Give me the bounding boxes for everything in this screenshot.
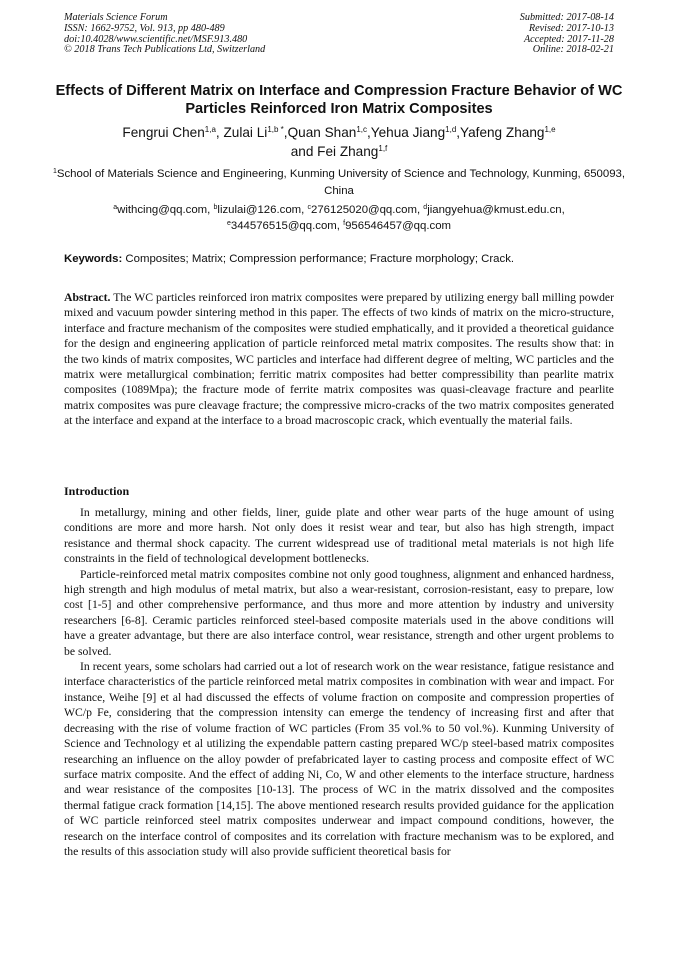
email-list: $^a$withcing@qq.com, $^b$lizulai@126.com, $^c$276125020@qq.com, $^d$jiangyehua@kmust.edu.cn, $^e$344576515@qq.com, $^f$956546457@qq.com	[113, 204, 565, 232]
submitted-date: Submitted: 2017-08-14	[519, 12, 614, 23]
email[interactable]: $^b$lizulai@126.com	[213, 204, 302, 216]
issn: ISSN: 1662-9752, Vol. 913, pp 480-489	[64, 22, 225, 34]
email[interactable]: $^f$956546457@qq.com	[343, 220, 452, 232]
author: Yehua Jiang$^{1,d}$,	[370, 125, 461, 140]
affiliation-text: School of Materials Science and Engineering, Kunming University of Science and Technology, Kunming, 650093, China	[56, 168, 626, 197]
keywords	[64, 252, 616, 267]
header-right	[520, 13, 614, 56]
online-date: Online: 2018-02-21	[532, 44, 614, 56]
email[interactable]: $^a$withcing@qq.com	[113, 204, 208, 216]
keywords-text: Composites; Matrix; Compression performance; Fracture morphology; Crack.	[122, 253, 515, 265]
keywords-label: Keywords:	[64, 253, 123, 265]
abstract-text: The WC particles reinforced iron matrix composites were prepared by utilizing energy ball milling powder mixed and vacuum powder sintering method in this paper. The effects of two kinds of matrix on the micro-structure, interface and fracture mechanism of the composites were studied emphatically, and it provided a theoretical guidance for the design and engineering application of particle reinforced metal matrix composites. The results show that: in the two kinds of matrix composites, WC particles and interface had different degree of melting, WC particles and the matrix were metallurgical combination; ferritic matrix composites had better compressibility than pearlite matrix composites (1089Mpa); the fracture mode of ferrite matrix composites was quasi-cleavage fracture and pearlite matrix composites was pure cleavage fracture; the compressive micro-cracks of the two matrix composites generated at the interface and expand at the interface to a broad macroscopic crack, which eventually the material fails.	[64, 291, 614, 428]
paragraph: In metallurgy, mining and other fields, liner, guide plate and other wear parts of the huge amount of using conditions are more and more harsh. Not only does it resist wear and tear, but also has high strength, impact resistance and thermal shock capacity. The current widespread use of traditional metal materials is not high life constraints in the field of technological development bottlenecks.	[64, 506, 614, 566]
paragraph: In recent years, some scholars had carried out a lot of research work on the wear resistance, fatigue resistance and interface characteristics of the particle reinforced metal matrix composites in combination with wear and impact. For instance, Weihe [9] et al had discussed the effects of volume fraction on composite and compression properties of WC/p Fe, considering that the compression intensity can emerge the tendency of increasing first and after that decreasing with the rise of volume fraction of WC particles (From 35 vol.% to 50 vol.%). Kunming University of Science and Technology et al utilizing the expendable pattern casting prepared WC/p steel-based matrix composites researching an influence on the alloy powder of prefabricated layer to casting process and composite effect of WC surface matrix composite. And the effect of adding Ni, Co, W and other elements to the interface structure, hardness and wear resistance of the composites [10-13]. The process of WC in the matrix dissolved and the composites thermal fatigue crack formation [14,15]. The above mentioned research results provided guidance for the application of WC particle reinforced steel matrix composites underwear and impact compound conditions, however, the research on the interface control of composites and its correlation with fracture mechanism was to be explored, and the results of this association study will also provide sufficient theoretical basis for	[64, 660, 614, 858]
author: Quan Shan$^{1,c}$,	[287, 125, 371, 140]
author: and Fei Zhang$^{1,f}$	[290, 144, 388, 159]
email[interactable]: $^e$344576515@qq.com	[226, 220, 337, 232]
header-left	[64, 13, 265, 56]
affiliation	[40, 166, 638, 199]
paper-title: Effects of Different Matrix on Interface and Compression Fracture Behavior of WC Particles Reinforced Iron Matrix Composites	[55, 83, 623, 117]
accepted-date: Accepted: 2017-11-28	[523, 33, 614, 45]
email[interactable]: $^c$276125020@qq.com	[307, 204, 417, 216]
abstract	[64, 290, 614, 429]
author: Zulai $Li^{1,b *}$,	[223, 125, 288, 140]
abstract-label: Abstract.	[64, 291, 111, 304]
affiliation-marker: 1	[52, 168, 57, 175]
introduction-body	[64, 505, 614, 859]
author-list	[40, 123, 638, 161]
paragraph: Particle-reinforced metal matrix composites combine not only good toughness, alignment and enhanced hardness, high strength and high modulus of metal matrix, but also a wear-resistant, corrosion-resistant, easy to prepare, low cost [1-5] and other comprehensive performance, and thus more and more attention by industry and university researchers [6-8]. Ceramic particles reinforced steel-based composite materials used in the above conditions will have a greater advantage, but there are also interface control, wear resistance, strength and other urgent problems to be solved.	[64, 567, 614, 658]
author: Fengrui Chen$^{1,a}$,	[122, 125, 224, 140]
section-heading-introduction: Introduction	[64, 484, 130, 498]
revised-date: Revised: 2017-10-13	[528, 22, 614, 34]
doi: doi:10.4028/www.scientific.net/MSF.913.480	[64, 33, 248, 45]
journal-name: Materials Science Forum	[64, 12, 168, 23]
copyright: © 2018 Trans Tech Publications Ltd, Switzerland	[64, 44, 266, 56]
author: Yafeng Zhang$^{1,e}$	[460, 125, 556, 140]
email[interactable]: $^d$jiangyehua@kmust.edu.cn	[423, 204, 562, 216]
